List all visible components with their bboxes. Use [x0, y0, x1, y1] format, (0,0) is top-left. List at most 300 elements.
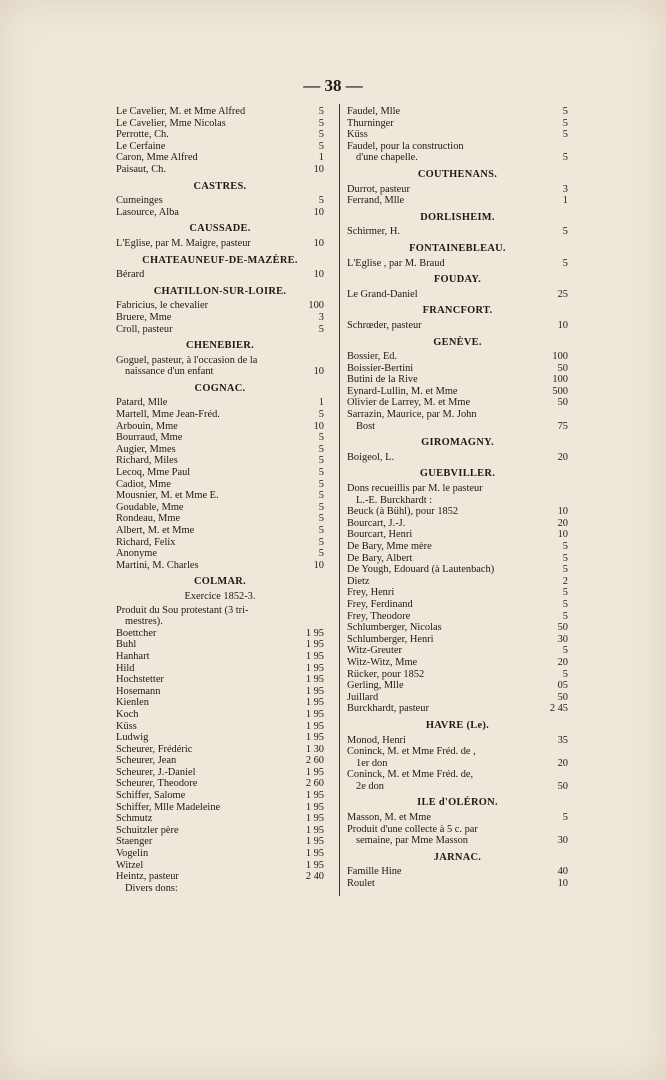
donor-name: Witzel: [116, 859, 144, 871]
donor-name: Masson, M. et Mme: [347, 812, 431, 824]
donation-amount: 5: [318, 478, 324, 490]
donor-name: Frey, Ferdinand: [347, 598, 413, 610]
donor-entry: [347, 320, 568, 332]
donor-entry: [116, 444, 324, 456]
donation-amount: 35: [557, 734, 568, 746]
donor-name: Beuck (à Bühl), pour 1852: [347, 506, 459, 518]
donor-entry: [116, 639, 324, 651]
donor-name: Monod, Henri: [347, 734, 406, 746]
donor-name: Küss: [347, 129, 368, 141]
donor-name: Boigeol, L.: [347, 451, 395, 463]
donor-entry: [116, 502, 324, 514]
donor-entry: [116, 860, 324, 872]
donor-entry: [116, 432, 324, 444]
donor-name: De Bary, Albert: [347, 552, 413, 564]
donation-amount: 1 95: [305, 732, 324, 744]
donation-amount: 5: [318, 323, 324, 335]
donor-entry: [347, 106, 568, 118]
left-column: [116, 106, 324, 894]
donor-name: Bossier, Ed.: [347, 351, 398, 363]
donor-entry: [116, 790, 324, 802]
donation-amount: 50: [557, 362, 568, 374]
donor-name: Divers dons:: [125, 882, 178, 894]
donation-amount: 5: [562, 587, 568, 599]
donor-entry: [116, 207, 324, 219]
donor-name: L.-E. Burckhardt :: [356, 494, 433, 506]
section-heading: DORLISHEIM.: [420, 211, 495, 223]
section-heading: COLMAR.: [193, 576, 247, 588]
donor-entry: [116, 490, 324, 502]
donor-entry: [347, 824, 568, 836]
donation-amount: 1 95: [305, 720, 324, 732]
donation-amount: 1 95: [305, 627, 324, 639]
donor-name: Scheurer, J.-Daniel: [116, 766, 196, 778]
donor-name: Scheurer, Jean: [116, 755, 177, 767]
donor-entry: [116, 164, 324, 176]
column-divider: [339, 104, 340, 896]
donation-amount: 1: [562, 195, 568, 207]
donor-entry: [116, 548, 324, 560]
donor-name: Richard, Miles: [116, 455, 178, 467]
donor-name: Eynard-Lullin, M. et Mme: [347, 385, 458, 397]
donor-entry: [347, 769, 568, 781]
donor-entry: [116, 605, 324, 617]
section-heading: FONTAINEBLEAU.: [409, 242, 506, 254]
donor-entry: [347, 634, 568, 646]
donor-name: Staenger: [116, 836, 153, 848]
donor-entry: [116, 195, 324, 207]
donor-entry: [116, 755, 324, 767]
donor-entry: [347, 363, 568, 375]
donation-amount: 10: [313, 559, 324, 571]
donor-name: Goguel, pasteur, à l'occasion de la: [116, 354, 258, 366]
donation-amount: 10: [313, 206, 324, 218]
donation-amount: 50: [557, 691, 568, 703]
donation-amount: 5: [318, 536, 324, 548]
donor-entry: [347, 680, 568, 692]
entry-continuation: [347, 758, 568, 770]
donation-amount: 2 40: [305, 871, 324, 883]
donor-entry: [347, 622, 568, 634]
donation-amount: 10: [313, 163, 324, 175]
donation-amount: 5: [562, 226, 568, 238]
donation-amount: 2 45: [549, 703, 568, 715]
donation-amount: 5: [318, 106, 324, 117]
donation-amount: 50: [557, 622, 568, 634]
donation-amount: 10: [313, 366, 324, 378]
donor-name: Rücker, pour 1852: [347, 668, 425, 680]
donation-amount: 1 95: [305, 766, 324, 778]
section-heading: GIROMAGNY.: [421, 437, 494, 449]
donor-name: Thurninger: [347, 117, 394, 129]
donor-entry: [347, 397, 568, 409]
donation-amount: 20: [557, 517, 568, 529]
donor-entry: [347, 735, 568, 747]
donor-name: Coninck, M. et Mme Fréd. de,: [347, 769, 474, 781]
donor-entry: [347, 703, 568, 715]
donor-name: Hild: [116, 662, 135, 674]
donor-entry: [116, 732, 324, 744]
donation-amount: 20: [557, 451, 568, 463]
donation-amount: 5: [562, 610, 568, 622]
donation-amount: 5: [562, 257, 568, 269]
donation-amount: 5: [562, 564, 568, 576]
donation-amount: 30: [557, 835, 568, 847]
donor-name: Bost: [356, 420, 376, 432]
entry-continuation: [116, 366, 324, 378]
donation-amount: 30: [557, 633, 568, 645]
donation-amount: 1 95: [305, 801, 324, 813]
donation-amount: 5: [562, 129, 568, 141]
donation-amount: 40: [557, 866, 568, 878]
donor-entry: [347, 195, 568, 207]
donation-amount: 50: [557, 397, 568, 409]
donor-entry: [116, 721, 324, 733]
donor-entry: [347, 452, 568, 464]
donor-entry: [347, 184, 568, 196]
donor-entry: [347, 587, 568, 599]
donor-name: Schuitzler père: [116, 824, 179, 836]
section-heading: ILE d'OLÉRON.: [417, 797, 498, 809]
entry-continuation: [347, 835, 568, 847]
donor-entry: [347, 599, 568, 611]
donation-amount: 25: [557, 288, 568, 300]
donor-entry: [116, 355, 324, 367]
donor-name: De Yough, Edouard (à Lautenbach): [347, 564, 495, 576]
donor-name: Boettcher: [116, 627, 157, 639]
donor-name: Faudel, Mlle: [347, 106, 401, 117]
donor-name: Gerling, Mlle: [347, 680, 404, 692]
donor-name: Schlumberger, Nicolas: [347, 622, 442, 634]
donor-entry: [116, 778, 324, 790]
donor-name: Le Grand-Daniel: [347, 288, 418, 300]
donor-entry: [116, 663, 324, 675]
donor-name: Cumeinges: [116, 195, 163, 207]
donor-entry: [116, 767, 324, 779]
donor-entry: [116, 312, 324, 324]
donor-entry: [116, 118, 324, 130]
donor-name: Martell, Mme Jean-Fréd.: [116, 409, 220, 421]
donation-amount: 100: [552, 351, 568, 363]
donor-name: Hochstetter: [116, 674, 164, 686]
donation-amount: 10: [313, 420, 324, 432]
donor-entry: [347, 483, 568, 495]
donor-entry: [116, 409, 324, 421]
donation-amount: 1: [318, 397, 324, 409]
donor-name: Roulet: [347, 878, 375, 890]
donor-name: Scheurer, Theodore: [116, 778, 198, 790]
donor-name: Koch: [116, 708, 139, 720]
donor-entry: [347, 878, 568, 890]
donor-entry: [116, 238, 324, 250]
donor-name: Küss: [116, 720, 137, 732]
donor-entry: [347, 746, 568, 758]
donation-amount: 2 60: [305, 778, 324, 790]
donation-amount: 10: [313, 237, 324, 249]
donor-name: Lasource, Alba: [116, 206, 179, 218]
donor-entry: [347, 576, 568, 588]
donation-amount: 1 95: [305, 639, 324, 651]
donor-entry: [116, 455, 324, 467]
donor-name: semaine, par Mme Masson: [356, 835, 468, 847]
donor-name: Goudable, Mme: [116, 501, 184, 513]
donor-entry: [347, 866, 568, 878]
donor-entry: [347, 692, 568, 704]
donor-entry: [347, 409, 568, 421]
section-heading: CHATILLON-SUR-LOIRE.: [153, 285, 287, 297]
donor-name: Schiffer, Mlle Madeleine: [116, 801, 221, 813]
donor-name: mestres).: [125, 616, 163, 628]
donor-entry: [347, 611, 568, 623]
donation-amount: 100: [552, 374, 568, 386]
donation-amount: 1 95: [305, 697, 324, 709]
entry-continuation: [347, 495, 568, 507]
donation-amount: 500: [552, 385, 568, 397]
donation-amount: 1 95: [305, 685, 324, 697]
donation-amount: 1 95: [305, 662, 324, 674]
donor-name: Paisaut, Ch.: [116, 163, 166, 175]
donation-amount: 05: [557, 680, 568, 692]
donor-entry: [116, 324, 324, 336]
donation-amount: 3: [562, 183, 568, 195]
donation-amount: 5: [318, 501, 324, 513]
donor-name: Le Cavelier, M. et Mme Alfred: [116, 106, 246, 117]
donor-name: Bérard: [116, 269, 145, 281]
donor-entry: [116, 269, 324, 281]
donation-amount: 5: [562, 117, 568, 129]
donor-name: Frey, Theodore: [347, 610, 411, 622]
donation-amount: 10: [557, 878, 568, 890]
donor-entry: [347, 645, 568, 657]
donation-amount: 5: [562, 598, 568, 610]
section-heading: GENÈVE.: [433, 336, 482, 348]
donation-amount: 5: [562, 645, 568, 657]
donor-entry: [347, 812, 568, 824]
donation-amount: 5: [318, 195, 324, 207]
donor-entry: [116, 744, 324, 756]
donation-amount: 20: [557, 757, 568, 769]
donation-amount: 10: [313, 269, 324, 281]
donor-name: De Bary, Mme mère: [347, 541, 432, 552]
donor-name: Buhl: [116, 639, 137, 651]
donor-entry: [347, 226, 568, 238]
donor-entry: [116, 836, 324, 848]
donor-name: Ludwig: [116, 732, 149, 744]
donation-amount: 5: [318, 525, 324, 536]
donor-entry: [347, 541, 568, 553]
donor-entry: [347, 351, 568, 363]
donation-amount: 5: [562, 668, 568, 680]
donor-name: Richard, Felix: [116, 536, 176, 548]
donor-entry: [347, 374, 568, 386]
donor-name: Witz-Greuter: [347, 645, 402, 657]
donor-entry: [116, 537, 324, 549]
entry-continuation: [347, 421, 568, 433]
donor-entry: [347, 564, 568, 576]
entry-continuation: [116, 883, 324, 895]
donor-name: Durrot, pasteur: [347, 183, 410, 195]
donor-entry: [347, 118, 568, 130]
donor-entry: [347, 657, 568, 669]
donor-entry: [116, 697, 324, 709]
donor-name: Caron, Mme Alfred: [116, 152, 198, 164]
donor-name: Croll, pasteur: [116, 323, 173, 335]
donation-amount: 20: [557, 656, 568, 668]
donation-amount: 75: [557, 420, 568, 432]
donor-name: Bourcart, J.-J.: [347, 517, 406, 529]
donor-entry: [347, 141, 568, 153]
donor-entry: [347, 529, 568, 541]
donor-name: Bruere, Mme: [116, 311, 172, 323]
donor-name: 2e don: [356, 780, 384, 792]
section-heading: JARNAC.: [433, 851, 482, 863]
donor-entry: [116, 129, 324, 141]
donor-name: Butini de la Rive: [347, 374, 418, 386]
donor-entry: [347, 129, 568, 141]
donor-entry: [116, 686, 324, 698]
donor-name: Hanhart: [116, 650, 150, 662]
donation-amount: 5: [562, 552, 568, 564]
donation-amount: 1 95: [305, 674, 324, 686]
section-subheading: Exercice 1852-3.: [184, 590, 256, 602]
donation-amount: 1: [318, 152, 324, 164]
donor-name: Produit d'une collecte à 5 c. par: [347, 823, 478, 835]
donor-entry: [116, 479, 324, 491]
donor-entry: [347, 518, 568, 530]
donation-amount: 1 95: [305, 813, 324, 825]
donation-amount: 10: [557, 529, 568, 541]
donor-name: Perrotte, Ch.: [116, 129, 169, 141]
donation-amount: 5: [318, 117, 324, 129]
donor-entry: [116, 525, 324, 537]
donation-amount: 5: [318, 140, 324, 152]
donor-entry: [116, 106, 324, 118]
section-heading: CHENEBIER.: [186, 340, 254, 352]
donor-name: Lecoq, Mme Paul: [116, 467, 191, 479]
section-heading: FRANCFORT.: [422, 305, 493, 317]
donor-entry: [116, 560, 324, 572]
page-number: — 38 —: [303, 76, 363, 95]
donor-name: Coninck, M. et Mme Fréd. de ,: [347, 746, 476, 758]
donor-entry: [116, 848, 324, 860]
donor-name: Vogelin: [116, 848, 149, 860]
donation-amount: 1 95: [305, 650, 324, 662]
donor-name: Faudel, pour la construction: [347, 140, 464, 152]
entry-continuation: [347, 781, 568, 793]
donor-entry: [347, 553, 568, 565]
donor-name: Martini, M. Charles: [116, 559, 199, 571]
donation-amount: 5: [318, 548, 324, 560]
donation-amount: 5: [318, 490, 324, 502]
donor-name: Arbouin, Mme: [116, 420, 178, 432]
donor-entry: [347, 258, 568, 270]
donor-entry: [116, 467, 324, 479]
donor-name: Mousnier, M. et Mme E.: [116, 490, 219, 502]
donor-name: Schrœder, pasteur: [347, 319, 422, 331]
donation-amount: 5: [318, 467, 324, 479]
donation-amount: 1 95: [305, 824, 324, 836]
entry-continuation: [116, 616, 324, 628]
section-heading: CASTRES.: [193, 180, 247, 192]
donor-name: Sarrazin, Maurice, par M. John: [347, 409, 477, 421]
section-heading: COGNAC.: [194, 382, 246, 394]
donation-amount: 5: [318, 129, 324, 141]
donation-amount: 3: [318, 311, 324, 323]
donor-name: Dons recueillis par M. le pasteur: [347, 483, 483, 495]
donor-name: Dietz: [347, 575, 370, 587]
right-column: [347, 106, 568, 890]
donor-entry: [347, 386, 568, 398]
donor-name: Albert, M. et Mme: [116, 525, 195, 536]
donor-name: Schiffer, Salome: [116, 790, 186, 802]
donor-entry: [347, 669, 568, 681]
donor-entry: [116, 825, 324, 837]
donation-amount: 1 30: [305, 743, 324, 755]
entry-continuation: [347, 152, 568, 164]
donor-name: Bourraud, Mme: [116, 432, 183, 444]
donor-entry: [116, 141, 324, 153]
donation-amount: 5: [562, 106, 568, 117]
section-heading: CAUSSADE.: [189, 223, 251, 235]
donor-name: Witz-Witz, Mme: [347, 656, 418, 668]
section-heading: FOUDAY.: [433, 274, 482, 286]
donor-name: Heintz, pasteur: [116, 871, 179, 883]
donor-name: Bourcart, Henri: [347, 529, 413, 541]
donor-name: Produit du Sou protestant (3 tri-: [116, 604, 249, 616]
donor-name: Ferrand, Mlle: [347, 195, 405, 207]
donor-entry: [116, 674, 324, 686]
donation-amount: 1 95: [305, 848, 324, 860]
section-heading: COUTHENANS.: [417, 168, 498, 180]
donor-name: Schlumberger, Henri: [347, 633, 434, 645]
donation-amount: 5: [562, 812, 568, 824]
donation-amount: 50: [557, 780, 568, 792]
section-heading: HAVRE (Le).: [425, 719, 490, 731]
donor-name: naissance d'un enfant: [125, 366, 214, 378]
donor-name: Augier, Mmes: [116, 443, 176, 455]
donation-amount: 1 95: [305, 836, 324, 848]
donor-name: Patard, Mlle: [116, 397, 168, 409]
donor-name: Rondeau, Mme: [116, 513, 181, 525]
donor-name: Le Cavelier, Mme Nicolas: [116, 117, 226, 129]
donor-entry: [116, 397, 324, 409]
donation-amount: 5: [318, 409, 324, 421]
donation-amount: 1 95: [305, 708, 324, 720]
donor-entry: [116, 513, 324, 525]
donation-amount: 1 95: [305, 790, 324, 802]
donor-name: Fabricius, le chevalier: [116, 300, 209, 312]
donor-entry: [116, 813, 324, 825]
donor-entry: [116, 709, 324, 721]
donor-name: Anonyme: [116, 548, 157, 560]
donor-name: Famille Hine: [347, 866, 402, 878]
donor-name: Boissier-Bertini: [347, 362, 414, 374]
donor-name: Schirmer, H.: [347, 226, 400, 238]
donation-amount: 5: [318, 432, 324, 444]
donor-entry: [116, 802, 324, 814]
donation-amount: 1 95: [305, 859, 324, 871]
donor-name: d'une chapelle.: [356, 152, 418, 164]
donor-entry: [116, 152, 324, 164]
donor-name: L'Eglise, par M. Maigre, pasteur: [116, 237, 251, 249]
donation-amount: 5: [318, 455, 324, 467]
donation-amount: 5: [318, 443, 324, 455]
donor-entry: [347, 289, 568, 301]
donation-amount: 10: [557, 319, 568, 331]
donor-name: Burckhardt, pasteur: [347, 703, 429, 715]
donor-name: Hosemann: [116, 685, 161, 697]
donation-amount: 5: [562, 541, 568, 552]
